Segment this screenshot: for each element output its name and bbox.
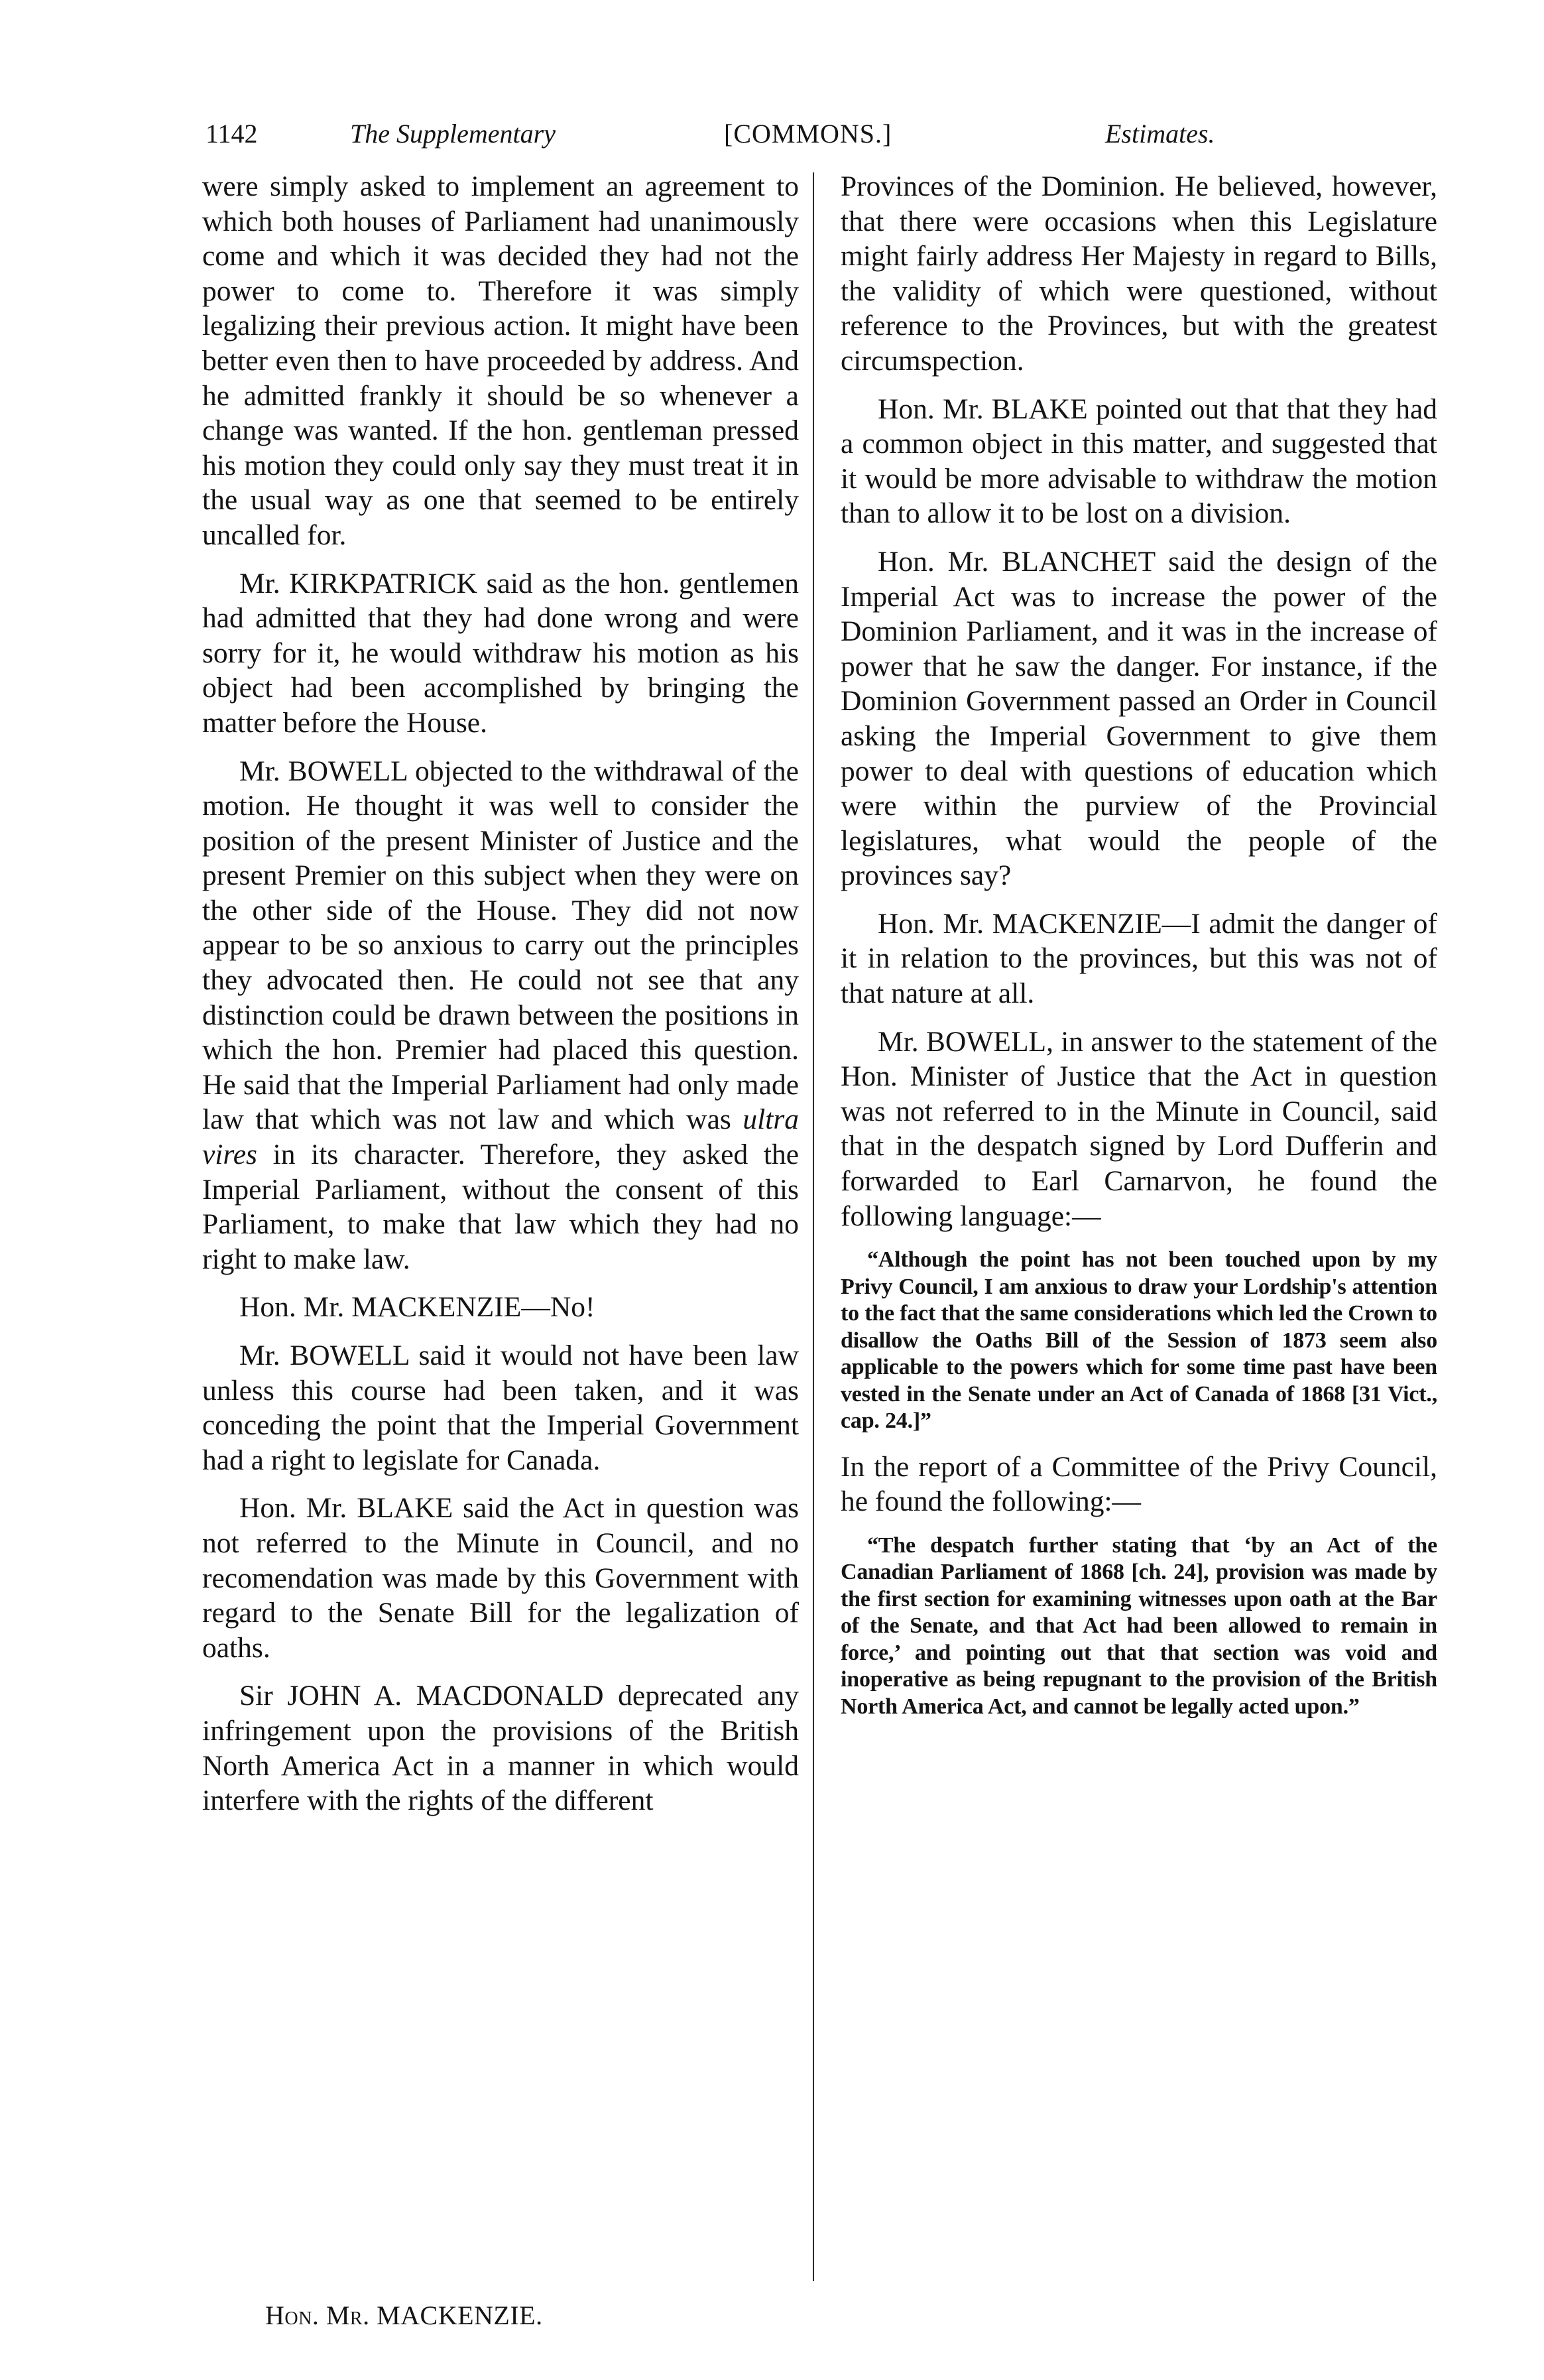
paragraph (202, 754, 799, 1277)
paragraph: Provinces of the Dominion. He believed, however, that there were occasions when this Legislature might fairly address Her Majesty in regard to Bills, the validity of which were questioned, without reference to the Provinces, but with the greatest circumspection. (841, 170, 1437, 377)
paragraph: In the report of a Committee of the Privy Council, he found the following:— (841, 1450, 1437, 1518)
paragraph: Sir JOHN A. MACDONALD deprecated any infringement upon the provisions of the British North America Act in a manner in which would interfere with the rights of the different (202, 1680, 799, 1817)
right-column (841, 169, 1437, 1735)
left-column (202, 169, 799, 1832)
paragraph: were simply asked to implement an agreement to which both houses of Parliament had unanimously come and which it was decided they had not the power to come to. Therefore it was simply legalizing their previous action. It might have been better even then to have proceeded by address. And he admitted frankly it should be so whenever a change was wanted. If the hon. gentleman pressed his motion they could only say they must treat it in the usual way as one that seemed to be entirely uncalled for. (202, 170, 799, 551)
italic-term: ultra vires (202, 1103, 800, 1171)
paragraph: Hon. Mr. BLANCHET said the design of the Imperial Act was to increase the power of the Dominion Parliament, and it was in the increase of power that he saw the danger. For instance, if the Dominion Government passed an Order in Council asking the Imperial Government to give them power to deal with questions of education which were within the purview of the Provincial legislatures, what would the people of the provinces say? (841, 545, 1437, 892)
paragraph: Mr. BOWELL, in answer to the statement of the Hon. Minister of Justice that the Act in question was not referred to in the Minute in Council, said that in the despatch signed by Lord Dufferin and forwarded to Earl Carnarvon, he found the following language:— (841, 1025, 1437, 1232)
section-label: [COMMONS.] (724, 119, 892, 149)
paragraph: Hon. Mr. BLAKE said the Act in question was not referred to the Minute in Council, and no recomendation was made by this Government with regard to the Senate Bill for the legalization of oaths. (202, 1492, 799, 1664)
catchword-footer: Hon. Mr. MACKENZIE. (265, 2300, 543, 2330)
column-divider (813, 172, 814, 2281)
block-quote: “The despatch further stating that ‘by an Act of the Canadian Parliament of 1868 [ch. 24], provision was made by the first section for examining witnesses upon oath at the Bar of the Senate, and that Act had been allowed to remain in force,’ and pointing out that that section was void and inoperative as being repugnant to the provision of the British North America Act, and cannot be legally acted upon.” (841, 1533, 1437, 1719)
paragraph-text: in its character. Therefore, they asked the Imperial Parliament, without the consent of this Parliament, to make that law which they had no right to make law. (202, 1139, 800, 1275)
page-number: 1142 (206, 119, 258, 149)
block-quote: “Although the point has not been touched upon by my Privy Council, I am anxious to draw your Lordship's attention to the fact that the same considerations which led the Crown to disallow the Oaths Bill of the Session of 1873 seem also applicable to the powers which for some time past have been vested in the Senate under an Act of Canada of 1868 [31 Vict., cap. 24.]” (841, 1247, 1437, 1434)
paragraph: Mr. BOWELL said it would not have been law unless this course had been taken, and it was conceding the point that the Imperial Government had a right to legislate for Canada. (202, 1340, 799, 1476)
paragraph: Hon. Mr. BLAKE pointed out that that they had a common object in this matter, and suggested that it would be more advisable to withdraw the motion than to allow it to be lost on a division. (841, 393, 1437, 530)
running-title-left: The Supplementary (350, 119, 556, 149)
running-title-right: Estimates. (1105, 119, 1215, 149)
paragraph: Hon. Mr. MACKENZIE—No! (239, 1291, 595, 1324)
paragraph: Mr. KIRKPATRICK said as the hon. gentlemen had admitted that they had done wrong and were sorry for it, he would withdraw his motion as his object had been accomplished by bringing the matter before the House. (202, 567, 799, 739)
page-header (206, 114, 1266, 154)
paragraph-text: Mr. BOWELL objected to the withdrawal of the motion. He thought it was well to consider the position of the present Minister of Justice and the present Premier on this subject when they were on the other side of the House. They did not now appear to be so anxious to carry out the principles they advocated then. He could not see that any distinction could be drawn between the positions in which the hon. Premier had placed this question. He said that the Imperial Parliament had only made law that which was not law and which was (202, 755, 799, 1136)
paragraph: Hon. Mr. MACKENZIE—I admit the danger of it in relation to the provinces, but this was not of that nature at all. (841, 907, 1437, 1010)
